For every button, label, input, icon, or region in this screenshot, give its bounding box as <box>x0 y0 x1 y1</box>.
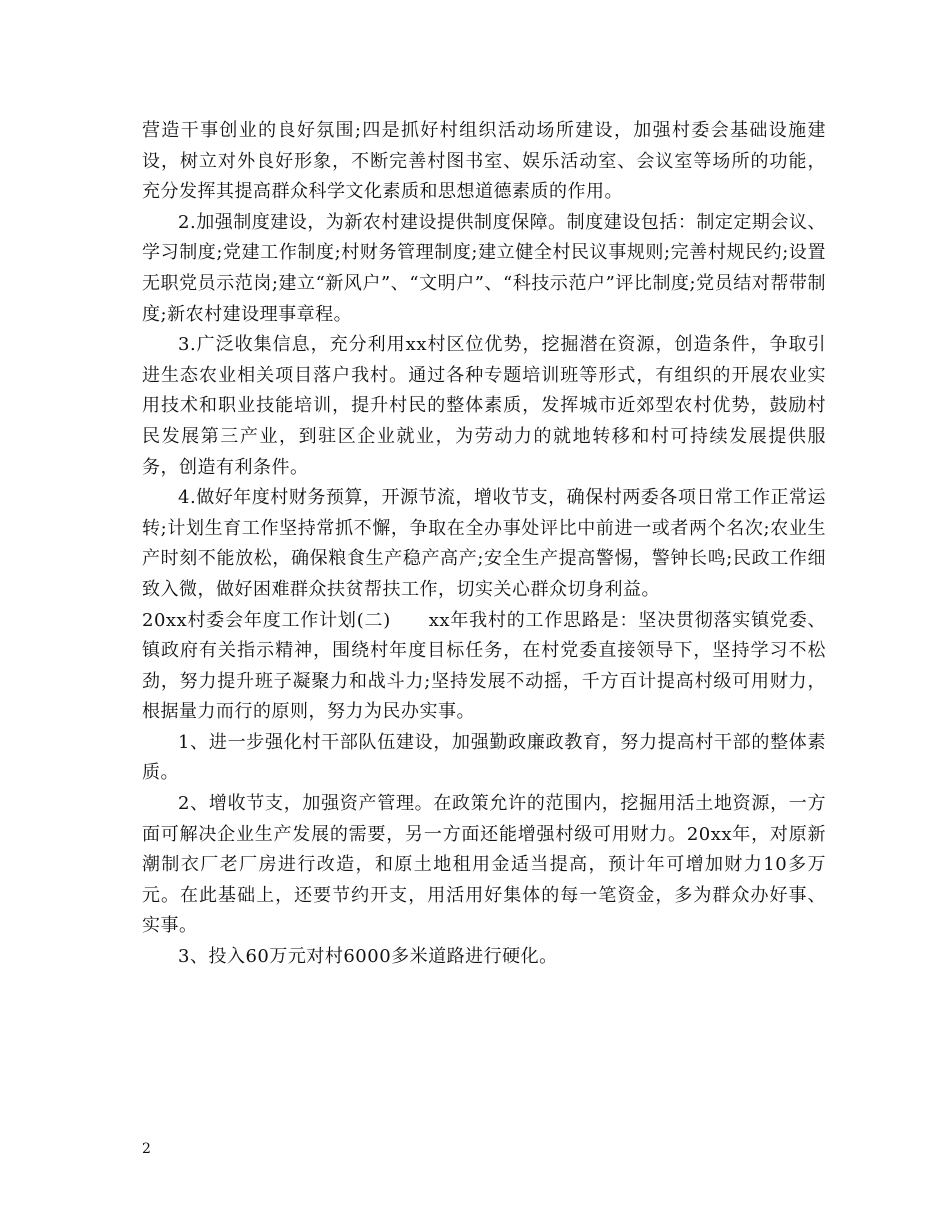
paragraph-work-plan-two: 20xx村委会年度工作计划(二) xx年我村的工作思路是：坚决贯彻落实镇党委、镇政府有关指示精神，围绕村年度目标任务，在村党委直接领导下，坚持学习不松劲，努力提升班子凝聚力和战斗力;坚持发展不动摇，千方百计提高村级可用财力，根据量力而行的原则，努力为民办实事。 <box>142 609 826 723</box>
paragraph-institution-building: 2.加强制度建设，为新农村建设提供制度保障。制度建设包括：制定定期会议、学习制度;党建工作制度;村财务管理制度;建立健全村民议事规则;完善村规民约;设置无职党员示范岗;建立“新风户”、“文明户”、“科技示范户”评比制度;党员结对帮带制度;新农村建设理事章程。 <box>142 211 826 325</box>
paragraph-information-collection: 3.广泛收集信息，充分利用xx村区位优势，挖掘潜在资源，创造条件，争取引进生态农业相关项目落户我村。通过各种专题培训班等形式，有组织的开展农业实用技术和职业技能培训，提升村民的整体素质，发挥城市近郊型农村优势，鼓励村民发展第三产业，到驻区企业就业，为劳动力的就地转移和村可持续发展提供服务，创造有利条件。 <box>142 334 826 478</box>
document-body <box>142 116 826 973</box>
paragraph-budget: 4.做好年度村财务预算，开源节流，增收节支，确保村两委各项日常工作正常运转;计划生育工作坚持常抓不懈，争取在全办事处评比中前进一或者两个名次;农业生产时刻不能放松，确保粮食生产稳产高产;安全生产提高警惕，警钟长鸣;民政工作细致入微，做好困难群众扶贫帮扶工作，切实关心群众切身利益。 <box>142 487 826 600</box>
paragraph-cadre-team: 1、进一步强化村干部队伍建设，加强勤政廉政教育，努力提高村干部的整体素质。 <box>142 731 826 784</box>
page-number: 2 <box>142 1141 151 1157</box>
paragraph-facilities: 营造干事创业的良好氛围;四是抓好村组织活动场所建设，加强村委会基础设施建设，树立对外良好形象，不断完善村图书室、娱乐活动室、会议室等场所的功能，充分发挥其提高群众科学文化素质和思想道德素质的作用。 <box>142 120 826 203</box>
paragraph-asset-management: 2、增收节支，加强资产管理。在政策允许的范围内，挖掘用活土地资源，一方面可解决企业生产发展的需要，另一方面还能增强村级可用财力。20xx年，对原新潮制衣厂老厂房进行改造，和原土地租用金适当提高，预计年可增加财力10多万元。在此基础上，还要节约开支，用活用好集体的每一笔资金，多为群众办好事、实事。 <box>142 793 826 937</box>
paragraph-road-hardening: 3、投入60万元对村6000多米道路进行硬化。 <box>178 946 558 968</box>
